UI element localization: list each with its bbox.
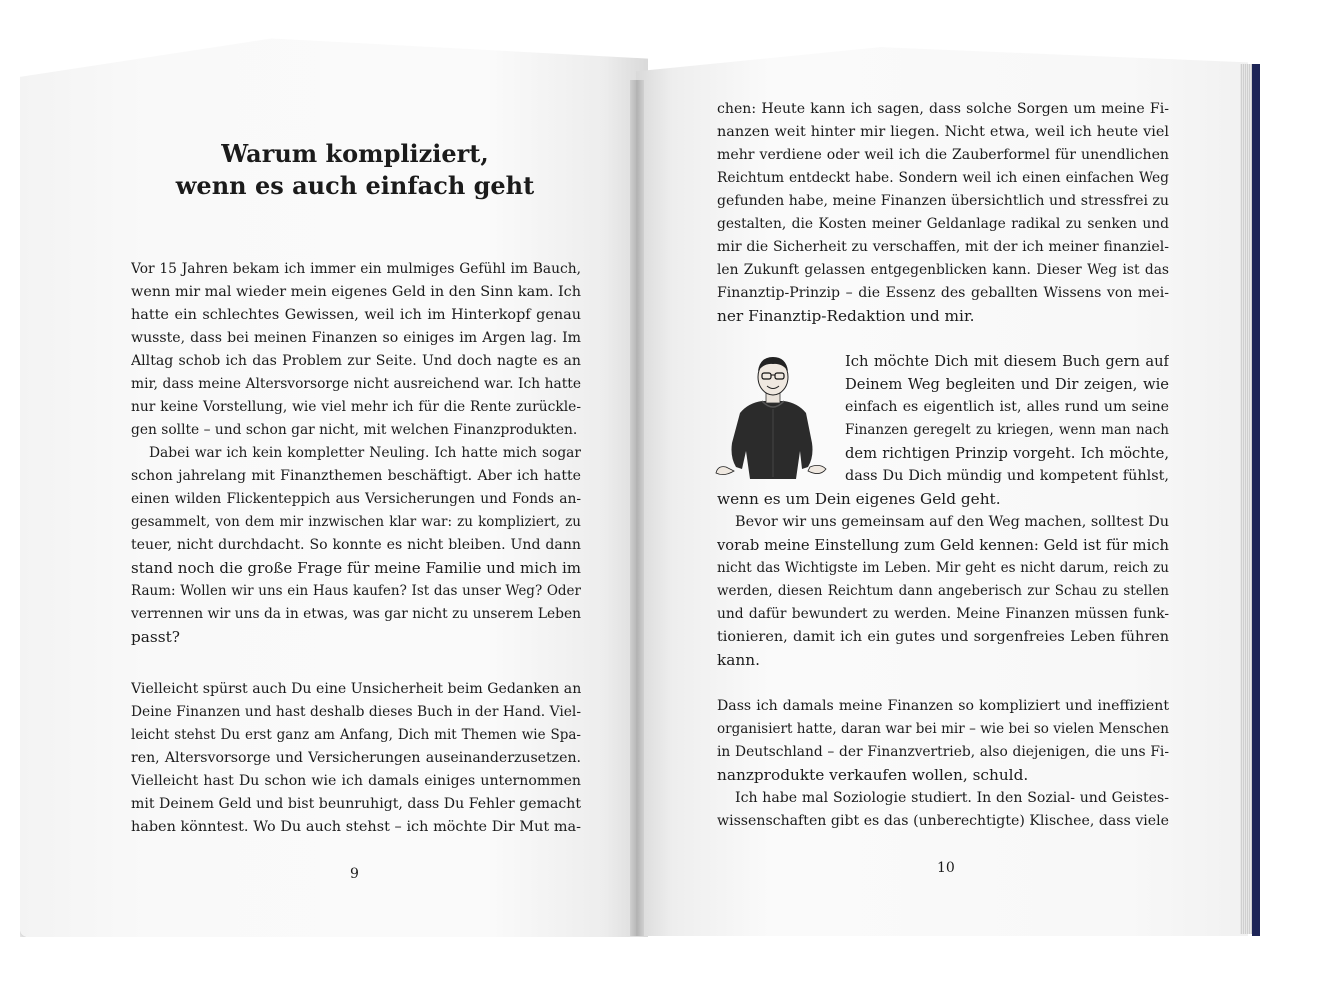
text-line: organisiert hatte, daran war bei mir – wie bei so vielen Menschen	[717, 721, 1169, 737]
text-line: mit Deinem Geld und bist beunruhigt, dass Du Fehler gemacht	[131, 796, 581, 812]
text-line: gen sollte – und schon gar nicht, mit welchen Finanzprodukten.	[131, 422, 578, 438]
text-line: Finanzen geregelt zu kriegen, wenn man nach	[845, 422, 1169, 438]
text-line: Ich habe mal Soziologie studiert. In den Sozial- und Geistes-	[735, 790, 1169, 806]
text-line: Dass ich damals meine Finanzen so kompliziert und ineffizient	[717, 698, 1169, 714]
heading-line: wenn es auch einfach geht	[175, 171, 535, 200]
text-line: teuer, nicht durchdacht. So konnte es nicht bleiben. Und dann	[131, 537, 581, 553]
text-line: dem richtigen Prinzip vorgeht. Ich möchte,	[845, 445, 1169, 462]
text-line: einen wilden Flickenteppich aus Versicherungen und Fonds an-	[131, 491, 581, 507]
text-line: kann.	[717, 651, 760, 669]
right-paragraph-2-wrapped	[845, 350, 1169, 488]
text-line: wusste, dass bei meinen Finanzen so einiges im Argen lag. Im	[131, 330, 581, 346]
text-line: Reichtum entdeckt habe. Sondern weil ich einen einfachen Weg	[717, 170, 1169, 186]
text-line: hatte ein schlechtes Gewissen, weil ich im Hinterkopf genau	[131, 307, 581, 323]
text-line: vorab meine Einstellung zum Geld kennen: Geld ist für mich	[717, 537, 1169, 554]
text-line: mir die Sicherheit zu verschaffen, mit der ich meiner finanziel-	[717, 239, 1169, 255]
text-line: Vor 15 Jahren bekam ich immer ein mulmiges Gefühl im Bauch,	[131, 261, 581, 277]
text-line: passt?	[131, 628, 180, 646]
right-paragraph-4	[717, 695, 1169, 833]
text-line: und dafür bewundert zu werden. Meine Finanzen müssen funk-	[717, 606, 1169, 622]
chapter-heading	[130, 138, 580, 202]
text-line: chen: Heute kann ich sagen, dass solche Sorgen um meine Fi-	[717, 101, 1169, 117]
text-line: dass Du Dich mündig und kompetent fühlst,	[845, 468, 1169, 484]
right-paragraph-3	[717, 488, 1169, 672]
text-line: wissenschaften gibt es das (unberechtigte) Klischee, dass viele	[717, 813, 1169, 829]
text-line: gesammelt, von dem mir inzwischen klar war: zu kompliziert, zu	[131, 514, 581, 530]
text-line: in Deutschland – der Finanzvertrieb, also diejenigen, die uns Fi-	[717, 744, 1169, 760]
text-line: Vielleicht hast Du schon wie ich damals einiges unternommen	[131, 773, 581, 789]
page-edges	[1240, 64, 1252, 934]
text-line: nicht das Wichtigste im Leben. Mir geht es nicht darum, reich zu	[717, 560, 1169, 576]
text-line: tionieren, damit ich ein gutes und sorgenfreies Leben führen	[717, 629, 1169, 645]
text-line: Ich möchte Dich mit diesem Buch gern auf	[845, 353, 1169, 370]
text-line: gefunden habe, meine Finanzen übersichtlich und stressfrei zu	[717, 193, 1169, 209]
page-number-right: 10	[937, 860, 955, 876]
text-line: verrennen wir uns da in etwas, was gar nicht zu unserem Leben	[131, 606, 581, 622]
text-line: Vielleicht spürst auch Du eine Unsicherheit beim Gedanken an	[131, 681, 581, 697]
right-paragraph-1	[717, 98, 1169, 328]
text-line: gestalten, die Kosten meiner Geldanlage radikal zu senken und	[717, 216, 1169, 232]
text-line: Deinem Weg begleiten und Dir zeigen, wie	[845, 376, 1169, 393]
text-line: Bevor wir uns gemeinsam auf den Weg machen, solltest Du	[735, 514, 1169, 530]
text-line: Raum: Wollen wir uns ein Haus kaufen? Ist das unser Weg? Oder	[131, 583, 581, 599]
text-line: einfach es eigentlich ist, alles rund um seine	[845, 399, 1169, 415]
text-line: wenn es um Dein eigenes Geld geht.	[717, 490, 1001, 508]
text-line: mehr verdiene oder weil ich die Zauberformel für unendlichen	[717, 147, 1169, 163]
author-portrait-illustration	[712, 347, 832, 487]
text-line: werden, diesen Reichtum dann angeberisch zur Schau zu stellen	[717, 583, 1169, 599]
text-line: ner Finanztip-Redaktion und mir.	[717, 307, 975, 325]
text-line: ren, Altersvorsorge und Versicherungen auseinanderzusetzen.	[131, 750, 581, 766]
text-line: wenn mir mal wieder mein eigenes Geld in den Sinn kam. Ich	[131, 284, 581, 300]
text-line: nanzen weit hinter mir liegen. Nicht etwa, weil ich heute viel	[717, 124, 1169, 140]
cover-edge	[1252, 64, 1260, 936]
book-spine	[630, 80, 644, 936]
text-line: Dabei war ich kein kompletter Neuling. Ich hatte mich sogar	[149, 445, 581, 461]
text-line: Deine Finanzen und hast deshalb dieses Buch in der Hand. Viel-	[131, 704, 581, 720]
text-line: nanzprodukte verkaufen wollen, schuld.	[717, 766, 1029, 784]
text-line: stand noch die große Frage für meine Familie und mich im	[131, 559, 581, 577]
text-line: Alltag schob ich das Problem zur Seite. Und doch nagte es an	[131, 353, 581, 369]
text-line: mir, dass meine Altersvorsorge nicht ausreichend war. Ich hatte	[131, 376, 581, 392]
text-line: schon jahrelang mit Finanzthemen beschäftigt. Aber ich hatte	[131, 468, 581, 484]
left-paragraph-1	[131, 258, 581, 649]
text-line: len Zukunft gelassen entgegenblicken kann. Dieser Weg ist das	[717, 262, 1169, 278]
heading-line: Warum kompliziert,	[221, 139, 489, 168]
page-number-left: 9	[350, 866, 359, 882]
text-line: Finanztip-Prinzip – die Essenz des geballten Wissens von mei-	[717, 285, 1169, 301]
left-paragraph-3	[131, 678, 581, 839]
text-line: haben könntest. Wo Du auch stehst – ich möchte Dir Mut ma-	[131, 819, 581, 835]
text-line: nur keine Vorstellung, wie viel mehr ich für die Rente zurückle-	[131, 399, 581, 415]
text-line: leicht stehst Du erst ganz am Anfang, Dich mit Themen wie Spa-	[131, 727, 581, 743]
